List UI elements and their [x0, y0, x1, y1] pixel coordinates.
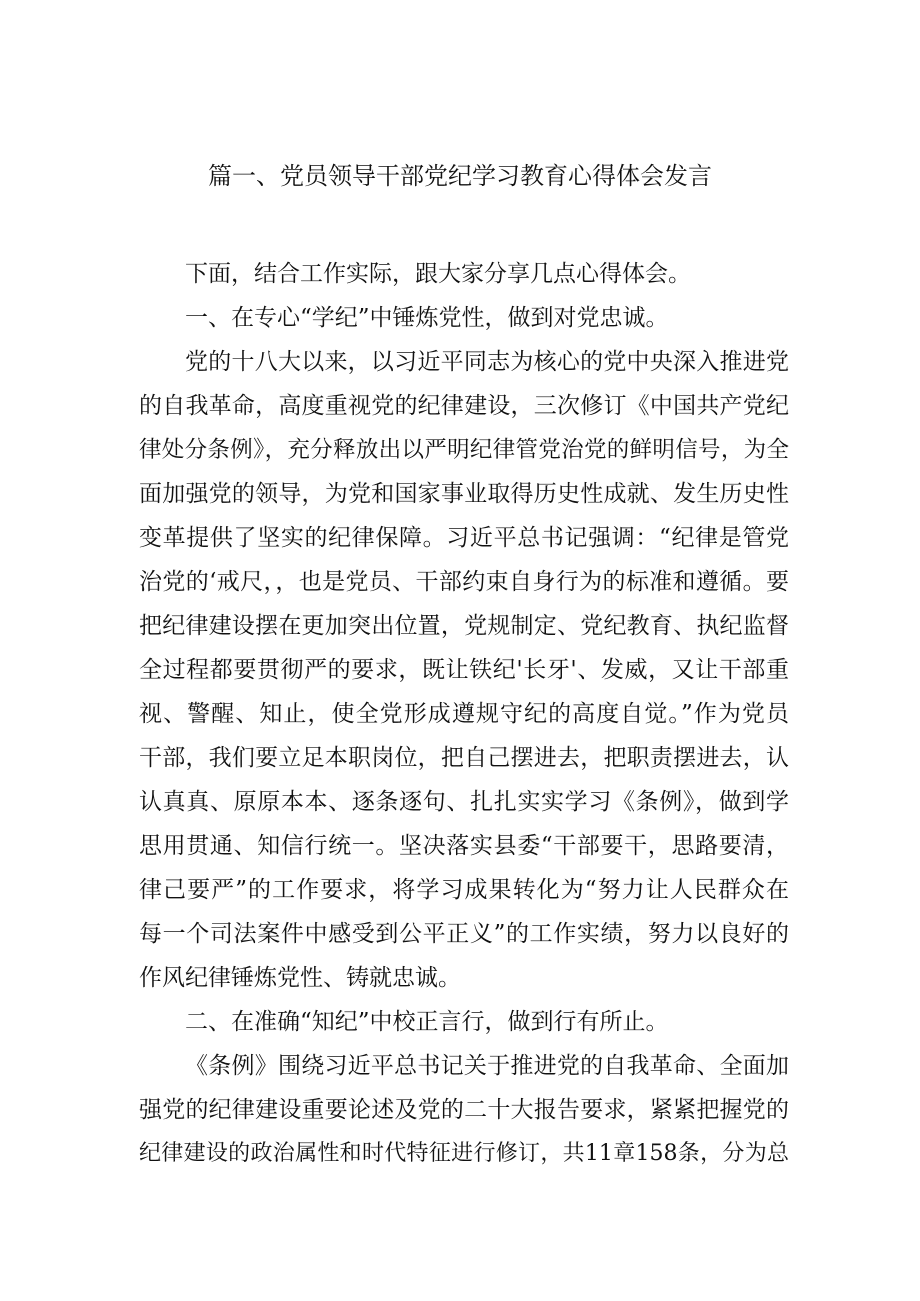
paragraph-line: 认真真、原原本本、逐条逐句、扎扎实实学习《条例》，做到学 — [139, 789, 789, 815]
paragraph-line: 每一个司法案件中感受到公平正义”的工作实绩，努力以良好的 — [139, 921, 789, 947]
document-body — [139, 252, 789, 1176]
document-title: 篇一、党员领导干部党纪学习教育心得体会发言 — [208, 162, 712, 190]
paragraph-line: 干部，我们要立足本职岗位，把自己摆进去，把职责摆进去，认 — [139, 745, 789, 771]
section-heading-2: 二、在准确“知纪”中校正言行，做到行有所止。 — [185, 1009, 669, 1035]
paragraph-line: 把纪律建设摆在更加突出位置，党规制定、党纪教育、执纪监督 — [139, 613, 789, 639]
paragraph-line: 强党的纪律建设重要论述及党的二十大报告要求，紧紧把握党的 — [139, 1097, 789, 1123]
paragraph-line: 变革提供了坚实的纪律保障。习近平总书记强调：“纪律是管党 — [139, 525, 789, 551]
paragraph-line: 的自我革命，高度重视党的纪律建设，三次修订《中国共产党纪 — [139, 393, 789, 419]
paragraph-line: 思用贯通、知信行统一。坚决落实县委“干部要干，思路要清， — [139, 833, 789, 859]
paragraph-line: 律己要严”的工作要求，将学习成果转化为“努力让人民群众在 — [139, 877, 789, 903]
section-heading-1: 一、在专心“学纪”中锤炼党性，做到对党忠诚。 — [185, 305, 669, 331]
paragraph-line: 治党的‘戒尺，，也是党员、干部约束自身行为的标准和遵循。要 — [139, 569, 789, 595]
paragraph-line: 《条例》围绕习近平总书记关于推进党的自我革命、全面加 — [185, 1053, 789, 1079]
paragraph-line: 律处分条例》，充分释放出以严明纪律管党治党的鲜明信号，为全 — [139, 437, 789, 463]
paragraph-line: 面加强党的领导，为党和国家事业取得历史性成就、发生历史性 — [139, 481, 789, 507]
paragraph-line: 纪律建设的政治属性和时代特征进行修订，共11章158条，分为总 — [139, 1141, 789, 1166]
paragraph-line: 全过程都要贯彻严的要求，既让铁纪'长牙'、发威，又让干部重 — [139, 657, 789, 683]
paragraph-line: 视、警醒、知止，使全党形成遵规守纪的高度自觉。”作为党员 — [139, 701, 789, 727]
paragraph-line: 党的十八大以来，以习近平同志为核心的党中央深入推进党 — [185, 349, 789, 375]
paragraph-line: 作风纪律锤炼党性、铸就忠诚。 — [139, 965, 461, 991]
paragraph-line: 下面，结合工作实际，跟大家分享几点心得体会。 — [185, 261, 691, 287]
